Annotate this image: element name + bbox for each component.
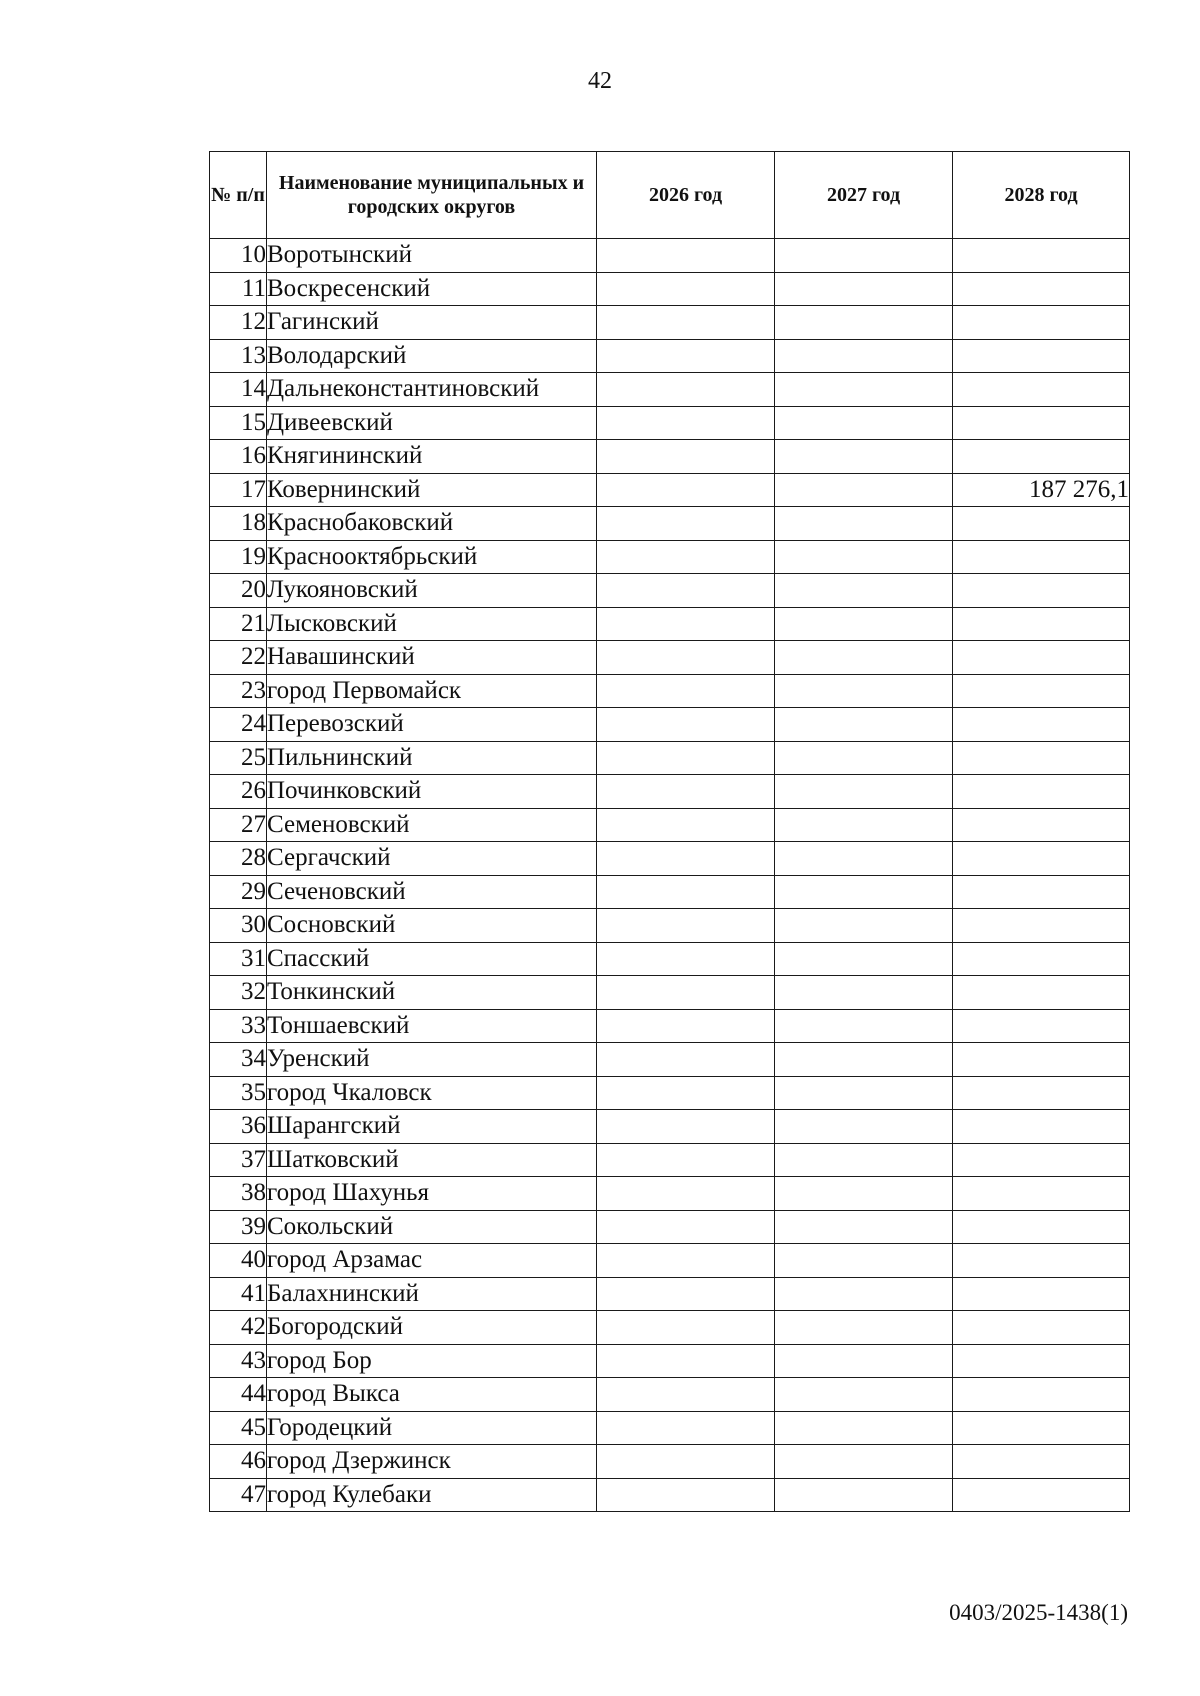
row-value-2027 — [775, 507, 953, 541]
row-value-2026 — [597, 1244, 775, 1278]
row-value-2026 — [597, 741, 775, 775]
row-name: Ковернинский — [267, 473, 597, 507]
row-name: Шатковский — [267, 1143, 597, 1177]
row-value-2026 — [597, 306, 775, 340]
row-number: 21 — [210, 607, 267, 641]
table-row — [210, 1311, 1130, 1345]
row-name: Краснооктябрьский — [267, 540, 597, 574]
table-row — [210, 674, 1130, 708]
table-row — [210, 1344, 1130, 1378]
row-number: 34 — [210, 1043, 267, 1077]
row-value-2027 — [775, 339, 953, 373]
row-value-2027 — [775, 373, 953, 407]
row-number: 11 — [210, 272, 267, 306]
row-value-2027 — [775, 641, 953, 675]
table-row — [210, 1110, 1130, 1144]
row-number: 13 — [210, 339, 267, 373]
row-value-2027 — [775, 1311, 953, 1345]
row-number: 35 — [210, 1076, 267, 1110]
row-name: город Кулебаки — [267, 1478, 597, 1512]
table-row — [210, 306, 1130, 340]
row-value-2026 — [597, 909, 775, 943]
table-row — [210, 1277, 1130, 1311]
row-number: 23 — [210, 674, 267, 708]
row-name: Балахнинский — [267, 1277, 597, 1311]
row-value-2026 — [597, 339, 775, 373]
table-row — [210, 1177, 1130, 1211]
table-row — [210, 1143, 1130, 1177]
row-value-2028 — [953, 775, 1130, 809]
row-name: Шарангский — [267, 1110, 597, 1144]
row-value-2027 — [775, 909, 953, 943]
row-value-2028 — [953, 1378, 1130, 1412]
row-value-2027 — [775, 942, 953, 976]
table-row — [210, 1076, 1130, 1110]
row-number: 17 — [210, 473, 267, 507]
row-value-2026 — [597, 507, 775, 541]
row-number: 46 — [210, 1445, 267, 1479]
row-value-2026 — [597, 1344, 775, 1378]
row-value-2028 — [953, 507, 1130, 541]
table-row — [210, 1043, 1130, 1077]
row-value-2027 — [775, 440, 953, 474]
row-value-2026 — [597, 1445, 775, 1479]
document-code: 0403/2025-1438(1) — [949, 1600, 1128, 1625]
table-row — [210, 875, 1130, 909]
row-value-2026 — [597, 1311, 775, 1345]
row-value-2027 — [775, 775, 953, 809]
row-value-2028 — [953, 1110, 1130, 1144]
table-row — [210, 1009, 1130, 1043]
row-name: город Первомайск — [267, 674, 597, 708]
row-name: Спасский — [267, 942, 597, 976]
row-value-2027 — [775, 1210, 953, 1244]
row-name: Гагинский — [267, 306, 597, 340]
row-value-2027 — [775, 976, 953, 1010]
row-number: 15 — [210, 406, 267, 440]
row-name: Сеченовский — [267, 875, 597, 909]
row-number: 30 — [210, 909, 267, 943]
row-value-2027 — [775, 1110, 953, 1144]
row-value-2026 — [597, 406, 775, 440]
row-number: 22 — [210, 641, 267, 675]
row-value-2028 — [953, 406, 1130, 440]
row-value-2026 — [597, 641, 775, 675]
row-value-2028: 187 276,1 — [953, 473, 1130, 507]
row-number: 28 — [210, 842, 267, 876]
row-number: 27 — [210, 808, 267, 842]
row-name: город Выкса — [267, 1378, 597, 1412]
row-name: город Арзамас — [267, 1244, 597, 1278]
allocation-table — [209, 151, 1130, 1512]
row-value-2028 — [953, 1210, 1130, 1244]
row-number: 44 — [210, 1378, 267, 1412]
row-value-2027 — [775, 406, 953, 440]
row-number: 45 — [210, 1411, 267, 1445]
row-value-2028 — [953, 1344, 1130, 1378]
row-value-2027 — [775, 1076, 953, 1110]
row-number: 14 — [210, 373, 267, 407]
row-number: 38 — [210, 1177, 267, 1211]
row-number: 10 — [210, 239, 267, 273]
row-value-2026 — [597, 1177, 775, 1211]
row-value-2028 — [953, 540, 1130, 574]
row-value-2027 — [775, 842, 953, 876]
row-value-2026 — [597, 942, 775, 976]
table-row — [210, 808, 1130, 842]
table-row — [210, 272, 1130, 306]
row-value-2026 — [597, 607, 775, 641]
row-name: Богородский — [267, 1311, 597, 1345]
table-row — [210, 1210, 1130, 1244]
row-number: 18 — [210, 507, 267, 541]
row-value-2026 — [597, 1076, 775, 1110]
row-value-2028 — [953, 306, 1130, 340]
row-value-2026 — [597, 842, 775, 876]
row-value-2026 — [597, 1043, 775, 1077]
row-value-2026 — [597, 540, 775, 574]
table-body — [210, 239, 1130, 1512]
table-row — [210, 540, 1130, 574]
row-value-2026 — [597, 1378, 775, 1412]
row-value-2026 — [597, 1478, 775, 1512]
row-value-2028 — [953, 909, 1130, 943]
row-value-2027 — [775, 1009, 953, 1043]
row-value-2026 — [597, 1210, 775, 1244]
header-2027: 2027 год — [775, 152, 953, 239]
row-value-2026 — [597, 1277, 775, 1311]
row-value-2028 — [953, 239, 1130, 273]
row-value-2028 — [953, 1478, 1130, 1512]
table-row — [210, 942, 1130, 976]
row-value-2027 — [775, 1445, 953, 1479]
row-number: 32 — [210, 976, 267, 1010]
table-row — [210, 708, 1130, 742]
table-row — [210, 909, 1130, 943]
row-value-2027 — [775, 607, 953, 641]
row-number: 24 — [210, 708, 267, 742]
row-number: 37 — [210, 1143, 267, 1177]
row-value-2028 — [953, 1445, 1130, 1479]
table-row — [210, 741, 1130, 775]
row-value-2027 — [775, 808, 953, 842]
row-value-2028 — [953, 574, 1130, 608]
row-value-2027 — [775, 1344, 953, 1378]
row-value-2026 — [597, 1110, 775, 1144]
row-value-2027 — [775, 1143, 953, 1177]
row-name: Сергачский — [267, 842, 597, 876]
row-value-2027 — [775, 1043, 953, 1077]
row-value-2028 — [953, 641, 1130, 675]
row-name: Уренский — [267, 1043, 597, 1077]
header-num: № п/п — [210, 152, 267, 239]
row-value-2026 — [597, 272, 775, 306]
row-name: Сокольский — [267, 1210, 597, 1244]
row-value-2028 — [953, 1277, 1130, 1311]
row-value-2028 — [953, 875, 1130, 909]
row-value-2028 — [953, 373, 1130, 407]
row-name: Навашинский — [267, 641, 597, 675]
row-value-2028 — [953, 1177, 1130, 1211]
row-name: Пильнинский — [267, 741, 597, 775]
table-row — [210, 775, 1130, 809]
row-value-2026 — [597, 976, 775, 1010]
row-value-2028 — [953, 440, 1130, 474]
row-value-2027 — [775, 708, 953, 742]
row-value-2027 — [775, 1378, 953, 1412]
row-number: 25 — [210, 741, 267, 775]
table-row — [210, 373, 1130, 407]
row-name: Сосновский — [267, 909, 597, 943]
table-row — [210, 339, 1130, 373]
row-name: Тоншаевский — [267, 1009, 597, 1043]
row-value-2028 — [953, 741, 1130, 775]
row-value-2027 — [775, 1478, 953, 1512]
row-value-2027 — [775, 1244, 953, 1278]
page-number: 42 — [588, 68, 612, 94]
table-row — [210, 641, 1130, 675]
row-value-2026 — [597, 1411, 775, 1445]
table-row — [210, 239, 1130, 273]
row-value-2028 — [953, 1143, 1130, 1177]
row-value-2028 — [953, 976, 1130, 1010]
row-name: Княгининский — [267, 440, 597, 474]
row-number: 33 — [210, 1009, 267, 1043]
table-row — [210, 1478, 1130, 1512]
row-value-2026 — [597, 473, 775, 507]
row-name: город Чкаловск — [267, 1076, 597, 1110]
row-number: 40 — [210, 1244, 267, 1278]
row-value-2026 — [597, 775, 775, 809]
row-name: Воротынский — [267, 239, 597, 273]
header-name: Наименование муниципальных и городских округов — [267, 152, 597, 239]
table-row — [210, 574, 1130, 608]
table-row — [210, 976, 1130, 1010]
row-value-2026 — [597, 239, 775, 273]
row-name: Перевозский — [267, 708, 597, 742]
row-value-2026 — [597, 1143, 775, 1177]
row-name: Дальнеконстантиновский — [267, 373, 597, 407]
table-row — [210, 1445, 1130, 1479]
row-value-2028 — [953, 272, 1130, 306]
row-number: 26 — [210, 775, 267, 809]
table-row — [210, 842, 1130, 876]
row-name: Воскресенский — [267, 272, 597, 306]
row-value-2028 — [953, 842, 1130, 876]
row-number: 19 — [210, 540, 267, 574]
row-value-2028 — [953, 1411, 1130, 1445]
row-value-2027 — [775, 239, 953, 273]
row-value-2028 — [953, 1311, 1130, 1345]
table-row — [210, 1378, 1130, 1412]
row-number: 12 — [210, 306, 267, 340]
row-value-2026 — [597, 574, 775, 608]
row-value-2026 — [597, 373, 775, 407]
row-value-2028 — [953, 674, 1130, 708]
row-value-2027 — [775, 1177, 953, 1211]
row-value-2028 — [953, 1076, 1130, 1110]
header-2026: 2026 год — [597, 152, 775, 239]
row-name: город Дзержинск — [267, 1445, 597, 1479]
row-name: Дивеевский — [267, 406, 597, 440]
row-number: 36 — [210, 1110, 267, 1144]
row-number: 31 — [210, 942, 267, 976]
row-value-2027 — [775, 674, 953, 708]
table-row — [210, 440, 1130, 474]
row-value-2027 — [775, 741, 953, 775]
row-value-2026 — [597, 808, 775, 842]
row-name: город Бор — [267, 1344, 597, 1378]
row-name: город Шахунья — [267, 1177, 597, 1211]
table-row — [210, 607, 1130, 641]
row-value-2027 — [775, 875, 953, 909]
row-value-2028 — [953, 607, 1130, 641]
row-value-2028 — [953, 1043, 1130, 1077]
table-row — [210, 406, 1130, 440]
row-number: 39 — [210, 1210, 267, 1244]
row-name: Лысковский — [267, 607, 597, 641]
row-name: Городецкий — [267, 1411, 597, 1445]
table-row — [210, 1244, 1130, 1278]
table-row — [210, 473, 1130, 507]
row-name: Семеновский — [267, 808, 597, 842]
row-value-2028 — [953, 942, 1130, 976]
row-name: Лукояновский — [267, 574, 597, 608]
row-value-2027 — [775, 574, 953, 608]
row-value-2027 — [775, 473, 953, 507]
table-header-row — [210, 152, 1130, 239]
table-row — [210, 507, 1130, 541]
row-value-2026 — [597, 674, 775, 708]
row-name: Краснобаковский — [267, 507, 597, 541]
row-value-2028 — [953, 708, 1130, 742]
row-value-2028 — [953, 339, 1130, 373]
row-number: 43 — [210, 1344, 267, 1378]
row-value-2027 — [775, 306, 953, 340]
row-name: Тонкинский — [267, 976, 597, 1010]
row-number: 42 — [210, 1311, 267, 1345]
row-value-2027 — [775, 1411, 953, 1445]
row-number: 16 — [210, 440, 267, 474]
header-2028: 2028 год — [953, 152, 1130, 239]
row-name: Починковский — [267, 775, 597, 809]
row-number: 20 — [210, 574, 267, 608]
row-value-2028 — [953, 1009, 1130, 1043]
row-value-2026 — [597, 1009, 775, 1043]
row-number: 29 — [210, 875, 267, 909]
row-value-2026 — [597, 440, 775, 474]
row-value-2027 — [775, 540, 953, 574]
row-value-2027 — [775, 1277, 953, 1311]
row-number: 47 — [210, 1478, 267, 1512]
row-value-2028 — [953, 1244, 1130, 1278]
row-value-2027 — [775, 272, 953, 306]
row-value-2026 — [597, 875, 775, 909]
row-number: 41 — [210, 1277, 267, 1311]
row-value-2026 — [597, 708, 775, 742]
row-name: Володарский — [267, 339, 597, 373]
row-value-2028 — [953, 808, 1130, 842]
table-row — [210, 1411, 1130, 1445]
